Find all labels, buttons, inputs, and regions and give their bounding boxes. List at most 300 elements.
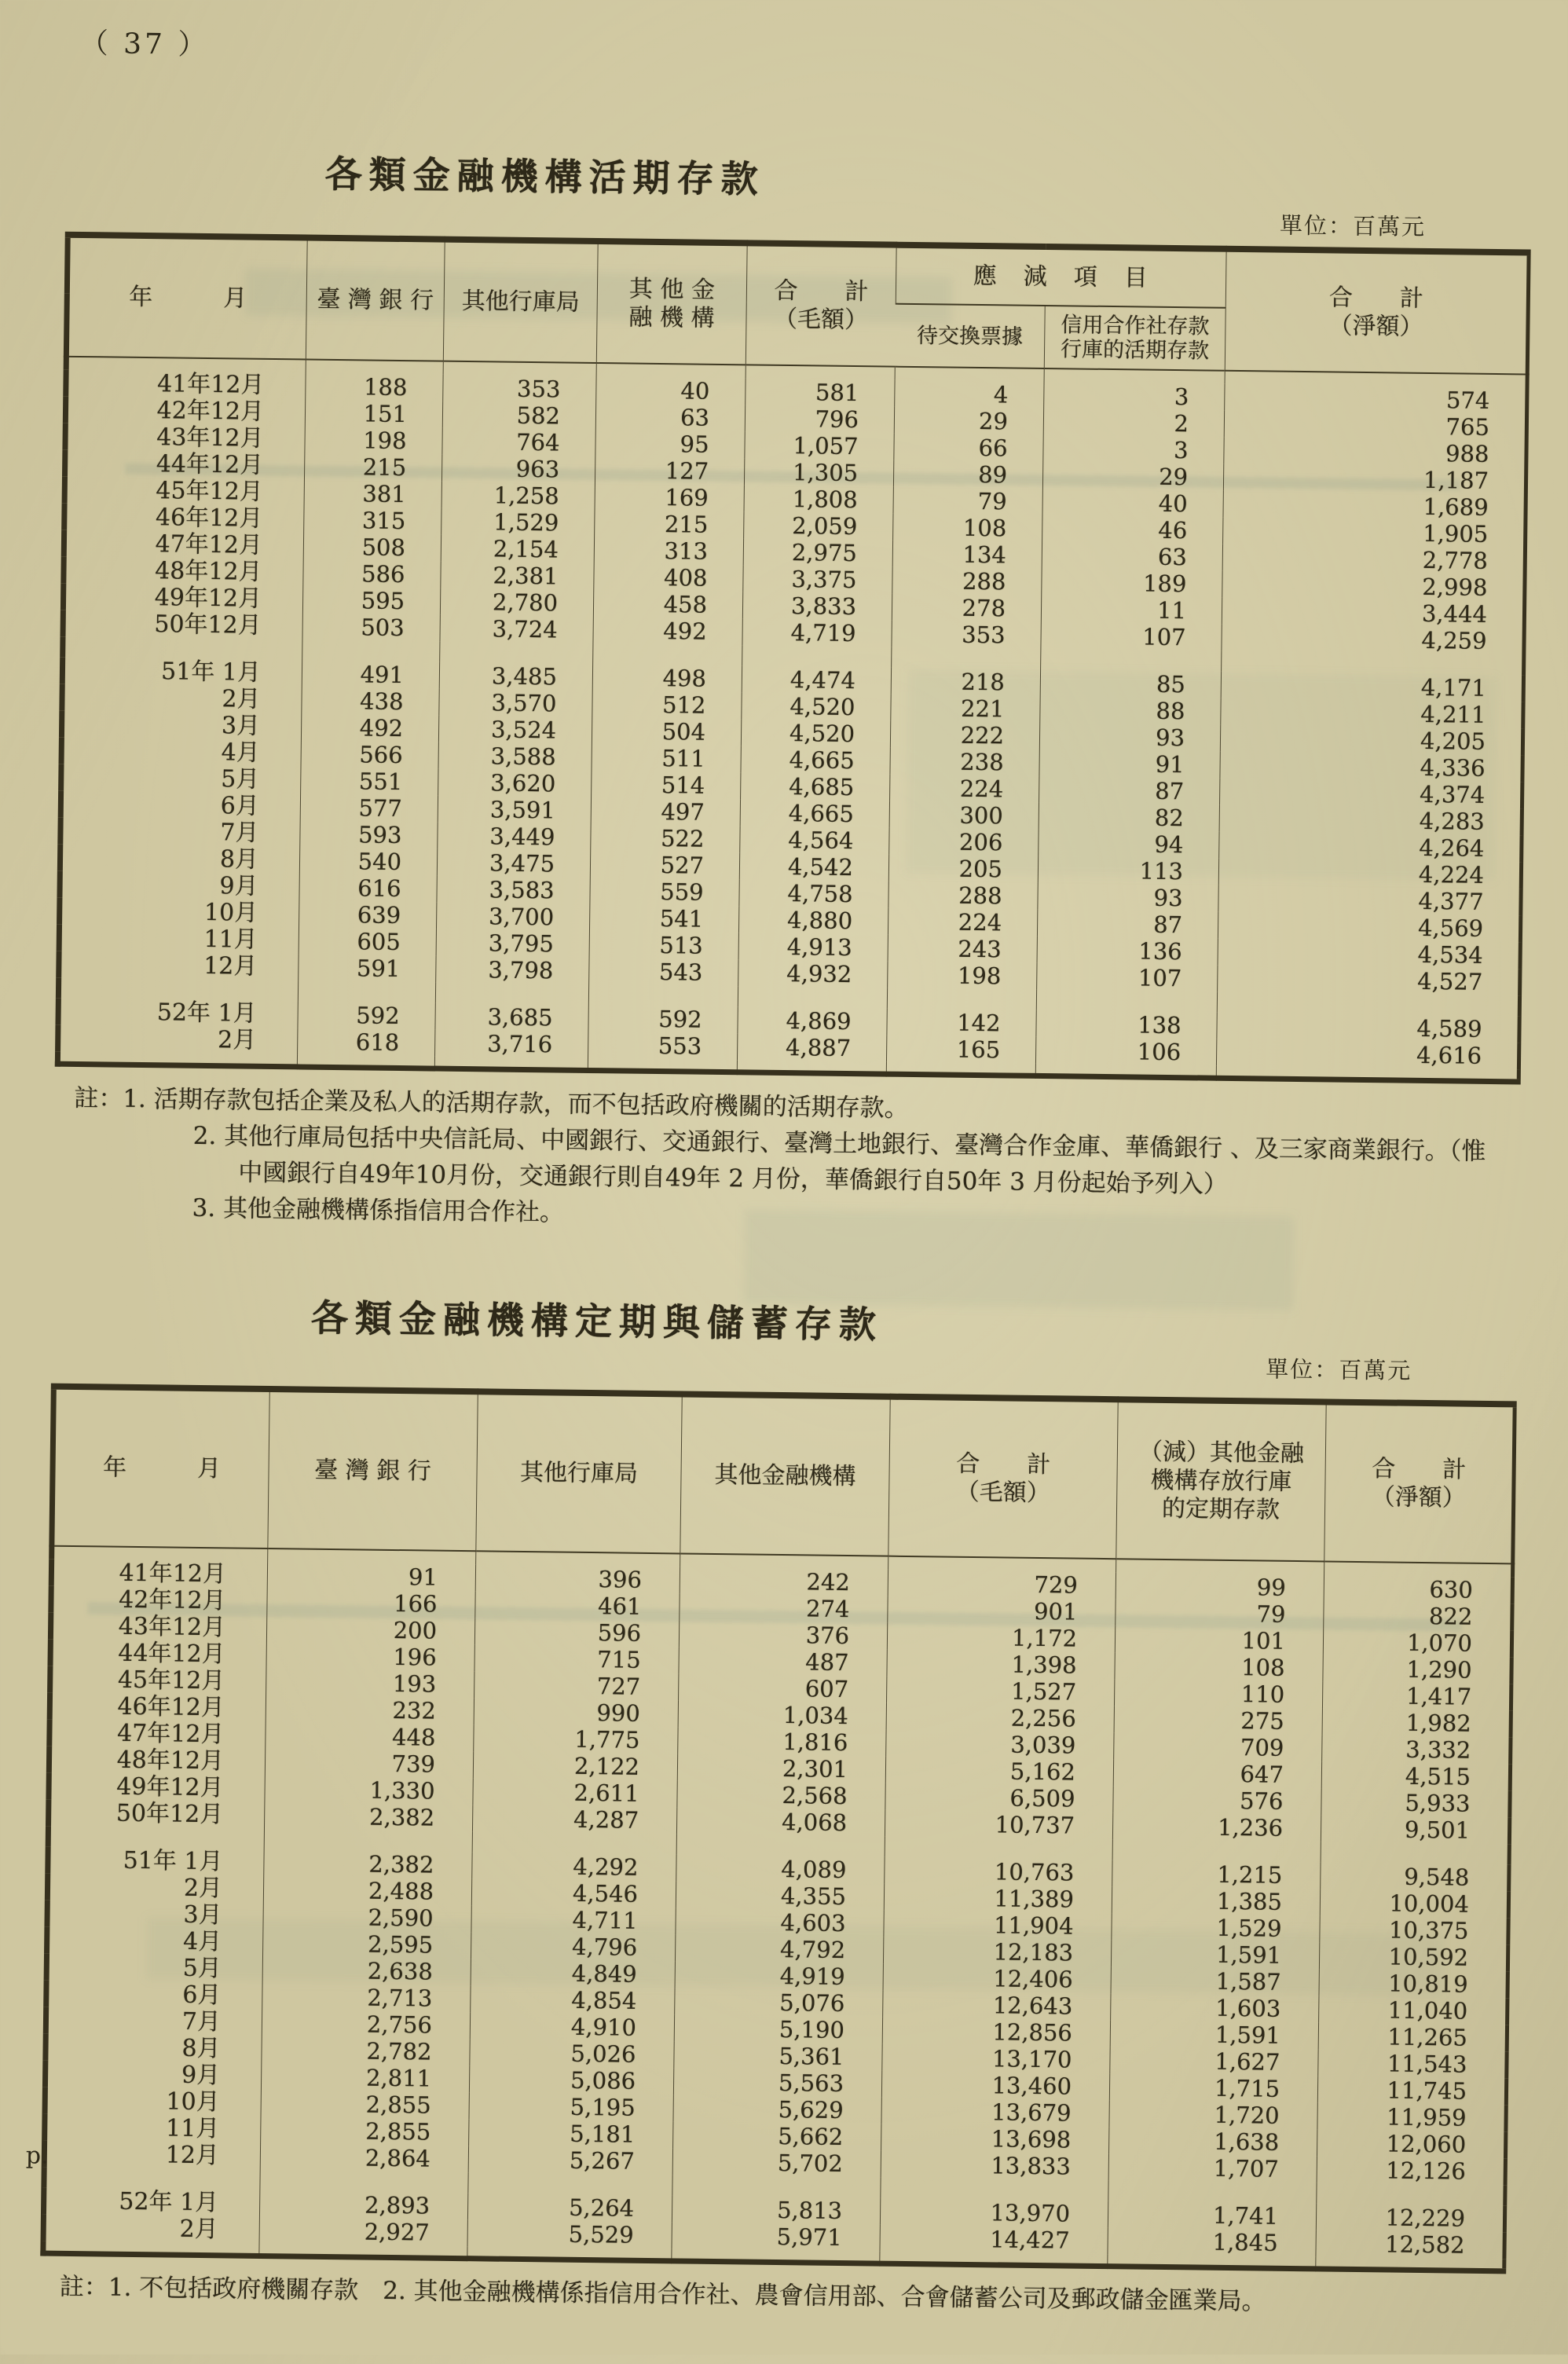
year-month-cell: 45年12月 (117, 1666, 225, 1695)
value-cell: 2,893 (259, 2190, 467, 2219)
value-cell: 491 (302, 660, 439, 688)
value-cell: 12,582 (1316, 2230, 1504, 2259)
year-month-cell: 43年12月 (118, 1612, 226, 1642)
year-month-cell: 7月 (181, 2007, 222, 2036)
value-cell: 765 (1224, 411, 1526, 442)
demand-deposits-table (55, 232, 1531, 1085)
value-cell: 288 (888, 881, 1038, 910)
value-cell: 353 (443, 375, 596, 403)
year-month-cell: 9月 (219, 872, 258, 900)
col-less-time-deposits-of-other-fin: （減）其他金融 機構存放行庫 的定期存款 (1116, 1399, 1326, 1561)
value-cell: 461 (475, 1591, 680, 1620)
value-cell: 142 (887, 1009, 1036, 1037)
value-cell: 5,361 (674, 2041, 882, 2070)
year-month-cell: 11月 (203, 925, 258, 954)
margin-mark: p. (25, 2142, 49, 2170)
value-cell: 3,716 (435, 1030, 588, 1058)
value-cell: 5,267 (468, 2146, 672, 2175)
value-cell: 5,086 (469, 2065, 673, 2095)
value-cell: 2,855 (261, 2090, 469, 2119)
value-cell: 11 (1041, 596, 1222, 625)
value-cell: 79 (1116, 1599, 1324, 1628)
value-cell: 5,026 (470, 2039, 674, 2068)
value-cell: 3,588 (438, 742, 592, 771)
value-cell: 553 (588, 1032, 738, 1060)
value-cell: 4,758 (739, 879, 888, 907)
value-cell: 5,190 (674, 2014, 882, 2043)
value-cell: 66 (894, 434, 1043, 462)
value-cell: 739 (265, 1749, 473, 1778)
table1-title: 各類金融機構活期存款 (324, 152, 766, 202)
col-deduction-items-group: 應 減 項 目 (896, 245, 1226, 308)
value-cell: 592 (298, 1001, 435, 1029)
value-cell: 88 (1040, 696, 1221, 725)
value-cell: 514 (592, 771, 741, 799)
year-month-cell: 46年12月 (117, 1692, 225, 1722)
note-line: 註：1. 不包括政府機關存款 2. 其他金融機構係指信用合作社、農會信用部、合會儲蓄公司及郵政儲金匯業局。 (59, 2272, 1266, 2316)
value-cell: 1,187 (1223, 464, 1526, 495)
value-cell: 206 (889, 828, 1039, 856)
value-cell: 1,258 (441, 482, 595, 510)
value-cell: 14,427 (880, 2225, 1108, 2255)
time-savings-deposits-table (40, 1384, 1516, 2274)
value-cell: 458 (593, 590, 742, 618)
year-month-cell: 49年12月 (154, 584, 262, 613)
note-line: 註：1. 活期存款包括企業及私人的活期存款，而不包括政府機關的活期存款。 (74, 1083, 909, 1123)
value-cell: 215 (304, 453, 441, 481)
value-cell: 559 (590, 878, 739, 906)
value-cell: 13,970 (880, 2198, 1108, 2228)
value-cell: 4,880 (738, 906, 888, 934)
year-month-cell: 12月 (165, 2141, 220, 2170)
value-cell: 3,795 (436, 929, 589, 958)
value-cell: 107 (1037, 963, 1218, 992)
table1-unit-label: 單位：百萬元 (1279, 211, 1427, 240)
value-cell: 196 (266, 1642, 474, 1671)
value-cell: 1,330 (265, 1776, 473, 1805)
col-net-total: 合 計 （淨額） (1324, 1402, 1515, 1563)
value-cell: 315 (304, 506, 441, 534)
value-cell: 596 (474, 1618, 679, 1647)
value-cell: 12,229 (1316, 2203, 1504, 2232)
value-cell: 4,887 (737, 1033, 886, 1061)
value-cell: 198 (888, 962, 1037, 990)
value-cell: 1,741 (1108, 2201, 1316, 2230)
value-cell: 11,904 (884, 1911, 1112, 1941)
value-cell: 3,444 (1222, 598, 1524, 629)
value-cell: 4,515 (1321, 1761, 1510, 1790)
time-savings-table-body (43, 1546, 1513, 2271)
value-cell: 13,679 (881, 2098, 1109, 2128)
value-cell: 4,355 (676, 1881, 884, 1910)
value-cell: 591 (299, 954, 436, 982)
value-cell: 232 (266, 1695, 474, 1724)
value-cell: 511 (592, 744, 741, 772)
value-cell: 11,389 (884, 1884, 1112, 1914)
value-cell: 2,713 (262, 1983, 471, 2012)
value-cell: 4,792 (675, 1934, 883, 1963)
year-month-cell: 3月 (183, 1900, 222, 1930)
value-cell: 3,475 (437, 849, 590, 878)
year-month-cell: 2月 (179, 2215, 218, 2244)
year-month-cell: 12月 (203, 951, 258, 980)
value-cell: 593 (300, 820, 438, 848)
year-month-cell: 52年 1月 (119, 2187, 219, 2217)
value-cell: 4,869 (738, 1006, 887, 1035)
value-cell: 595 (302, 586, 440, 614)
value-cell: 3,685 (435, 1003, 588, 1032)
value-cell: 1,638 (1109, 2127, 1317, 2156)
value-cell: 63 (595, 403, 745, 431)
value-cell: 1,305 (744, 458, 893, 486)
value-cell: 2,382 (264, 1849, 472, 1878)
value-cell: 107 (1041, 622, 1222, 651)
value-cell: 5,195 (469, 2092, 673, 2121)
value-cell: 3 (1044, 382, 1225, 411)
value-cell: 189 (1042, 569, 1222, 598)
value-cell: 87 (1037, 910, 1218, 939)
value-cell: 12,126 (1317, 2156, 1505, 2185)
value-cell: 1,529 (441, 508, 595, 537)
value-cell: 988 (1224, 438, 1526, 468)
value-cell: 288 (892, 567, 1042, 596)
value-cell: 2,782 (262, 2036, 470, 2065)
value-cell: 5,662 (673, 2121, 881, 2150)
value-cell: 3,039 (886, 1730, 1114, 1760)
value-cell: 497 (591, 797, 740, 826)
value-cell: 5,813 (672, 2195, 880, 2224)
value-cell: 2,975 (743, 538, 892, 566)
value-cell: 4,224 (1218, 859, 1521, 889)
value-cell: 12,183 (883, 1937, 1111, 1967)
value-cell: 576 (1113, 1786, 1321, 1815)
value-cell: 1,172 (887, 1623, 1115, 1653)
value-cell: 1,034 (678, 1700, 886, 1729)
value-cell: 2,998 (1222, 571, 1525, 602)
value-cell: 2,488 (263, 1876, 471, 1905)
value-cell: 4,264 (1219, 832, 1522, 863)
value-cell: 224 (888, 908, 1037, 936)
year-month-cell: 44年12月 (118, 1639, 225, 1669)
value-cell: 4,932 (738, 959, 888, 988)
value-cell: 10,737 (885, 1810, 1112, 1840)
value-cell: 46 (1042, 515, 1223, 544)
value-cell: 1,808 (744, 485, 893, 513)
value-cell: 40 (1042, 489, 1223, 518)
value-cell: 729 (888, 1570, 1116, 1600)
value-cell: 1,845 (1108, 2227, 1316, 2256)
year-month-cell: 42年12月 (156, 397, 265, 426)
value-cell: 1,816 (678, 1727, 886, 1756)
value-cell: 3 (1043, 435, 1224, 464)
col-credit-coop-deposits-in-banks: 信用合作社存款 行庫的活期存款 (1044, 306, 1225, 371)
value-cell: 5,971 (672, 2222, 880, 2251)
table2-title: 各類金融機構定期與儲蓄存款 (310, 1296, 884, 1347)
value-cell: 4,546 (471, 1878, 676, 1908)
value-cell: 1,070 (1323, 1628, 1511, 1657)
value-cell: 4,589 (1217, 1013, 1519, 1043)
value-cell: 581 (746, 378, 895, 406)
value-cell: 4,287 (472, 1805, 676, 1834)
table1-notes (72, 1080, 1496, 1242)
year-month-cell: 10月 (203, 898, 258, 927)
year-month-cell: 2月 (222, 685, 261, 713)
value-cell: 127 (595, 456, 744, 485)
value-cell: 1,527 (887, 1677, 1115, 1706)
value-cell: 4,520 (742, 692, 891, 720)
value-cell: 4,854 (471, 1985, 675, 2014)
value-cell: 93 (1039, 723, 1220, 752)
value-cell: 630 (1324, 1574, 1512, 1603)
value-cell: 5,264 (467, 2193, 672, 2222)
value-cell: 2,638 (262, 1956, 471, 1985)
value-cell: 1,417 (1322, 1681, 1511, 1710)
value-cell: 169 (595, 483, 744, 511)
value-cell: 10,763 (885, 1857, 1112, 1887)
value-cell: 2,382 (264, 1802, 472, 1831)
value-cell: 3,449 (438, 823, 591, 851)
value-cell: 574 (1225, 384, 1527, 415)
value-cell: 218 (891, 668, 1040, 696)
value-cell: 2,756 (262, 2010, 470, 2039)
value-cell: 498 (592, 664, 742, 692)
value-cell: 408 (594, 563, 743, 592)
value-cell: 796 (745, 405, 894, 433)
value-cell: 503 (302, 613, 440, 641)
year-month-cell: 41年12月 (119, 1559, 227, 1589)
demand-deposits-table-body (57, 357, 1527, 1082)
value-cell: 106 (1035, 1037, 1216, 1066)
value-cell: 3,332 (1322, 1735, 1511, 1764)
col-other-banks: 其他行庫局 (443, 240, 598, 363)
value-cell: 4,796 (471, 1932, 675, 1961)
value-cell: 136 (1037, 936, 1218, 966)
year-month-cell: 4月 (221, 739, 260, 767)
year-month-cell: 47年12月 (116, 1719, 225, 1749)
value-cell: 13,698 (881, 2124, 1109, 2154)
value-cell: 3,591 (438, 796, 591, 824)
value-cell: 2,381 (441, 562, 594, 590)
value-cell: 2,855 (261, 2117, 469, 2146)
value-cell: 13,460 (881, 2071, 1109, 2101)
value-cell: 1,587 (1111, 1966, 1319, 1996)
value-cell: 11,265 (1318, 2022, 1507, 2051)
value-cell: 543 (589, 958, 738, 986)
value-cell: 4,292 (472, 1852, 676, 1881)
value-cell: 165 (886, 1035, 1035, 1064)
value-cell: 205 (888, 855, 1038, 883)
col-year-month: 年 月 (52, 1387, 269, 1549)
value-cell: 5,629 (673, 2095, 881, 2124)
value-cell: 647 (1113, 1759, 1321, 1788)
value-cell: 963 (441, 455, 595, 483)
value-cell: 4,211 (1221, 698, 1523, 729)
value-cell: 93 (1038, 883, 1218, 912)
value-cell: 2,780 (440, 588, 593, 617)
value-cell: 166 (267, 1589, 475, 1618)
value-cell: 541 (589, 904, 738, 933)
value-cell: 224 (890, 775, 1039, 803)
value-cell: 1,398 (887, 1650, 1115, 1680)
year-month-cell: 8月 (219, 845, 259, 874)
value-cell: 4,377 (1218, 885, 1521, 916)
year-month-cell: 9月 (181, 2061, 221, 2090)
value-cell: 4,919 (675, 1961, 883, 1990)
value-cell: 448 (266, 1722, 474, 1751)
page-number: （ 37 ） (79, 27, 210, 61)
value-cell: 108 (1115, 1652, 1323, 1681)
value-cell: 4,719 (742, 618, 892, 647)
value-cell: 9,501 (1321, 1815, 1509, 1844)
value-cell: 616 (299, 874, 437, 902)
value-cell: 91 (267, 1562, 475, 1591)
value-cell: 4,542 (739, 852, 888, 881)
year-month-cell: 46年12月 (155, 504, 263, 533)
year-month-cell: 42年12月 (118, 1585, 226, 1615)
year-month-cell: 51年 1月 (160, 658, 262, 687)
value-cell: 2,154 (441, 535, 594, 563)
value-cell: 238 (890, 748, 1039, 776)
value-cell: 1,627 (1110, 2047, 1318, 2076)
value-cell: 1,720 (1109, 2100, 1317, 2129)
value-cell: 110 (1114, 1679, 1322, 1708)
value-cell: 4,374 (1219, 779, 1522, 809)
value-cell: 94 (1039, 830, 1219, 859)
value-cell: 108 (893, 514, 1042, 542)
year-month-cell: 8月 (181, 2034, 221, 2063)
value-cell: 9,548 (1321, 1862, 1509, 1891)
year-month-cell: 5月 (220, 765, 260, 793)
value-cell: 11,040 (1319, 1996, 1508, 2025)
col-other-financial-institutions: 其他金融機構 (680, 1394, 890, 1556)
year-month-cell: 3月 (221, 712, 261, 740)
value-cell: 1,905 (1223, 518, 1526, 548)
value-cell: 5,529 (467, 2219, 672, 2249)
value-cell: 313 (594, 537, 743, 565)
value-cell: 10,375 (1320, 1915, 1508, 1944)
value-cell: 91 (1039, 750, 1220, 779)
value-cell: 193 (266, 1669, 474, 1698)
value-cell: 3,524 (438, 716, 592, 744)
year-month-cell: 43年12月 (156, 423, 264, 453)
value-cell: 12,643 (883, 1991, 1111, 2021)
value-cell: 2,122 (473, 1751, 677, 1780)
value-cell: 2 (1043, 409, 1224, 438)
note-line: 2. 其他行庫局包括中央信託局、中國銀行、交通銀行、臺灣土地銀行、臺灣合作金庫、華僑銀行 、及三家商業銀行。（惟中國銀行自49年10月份，交通銀行則自49年 2 月份，華僑銀行自50年 3 月份起始予列入） (192, 1121, 1486, 1199)
value-cell: 2,595 (263, 1930, 471, 1959)
value-cell: 2,927 (259, 2217, 467, 2246)
year-month-cell: 52年 1月 (156, 999, 257, 1028)
value-cell: 4,665 (741, 746, 890, 774)
value-cell: 3,375 (743, 565, 892, 593)
value-cell: 87 (1039, 776, 1220, 805)
value-cell: 4,259 (1222, 625, 1524, 655)
col-year-month: 年 月 (66, 235, 307, 360)
value-cell: 6,509 (885, 1783, 1113, 1813)
year-month-cell: 4月 (182, 1927, 222, 1956)
value-cell: 4 (895, 380, 1044, 409)
value-cell: 4,913 (738, 933, 888, 961)
col-taiwan-bank: 臺 灣 銀 行 (268, 1389, 478, 1551)
col-other-banks: 其他行庫局 (476, 1391, 682, 1553)
value-cell: 151 (305, 399, 442, 427)
year-month-cell: 10月 (166, 2087, 220, 2117)
col-net-total: 合 計 （淨額） (1225, 249, 1529, 375)
value-cell: 10,592 (1319, 1942, 1508, 1971)
year-month-cell: 47年12月 (155, 530, 263, 559)
value-cell: 618 (298, 1028, 435, 1056)
value-cell: 4,849 (471, 1959, 675, 1988)
value-cell: 63 (1042, 542, 1222, 571)
time-savings-table-header (52, 1387, 1515, 1564)
value-cell: 40 (596, 376, 746, 405)
year-month-cell: 2月 (183, 1874, 223, 1903)
year-month-cell: 51年 1月 (123, 1846, 223, 1876)
value-cell: 1,591 (1110, 2020, 1318, 2049)
value-cell: 577 (300, 793, 438, 822)
value-cell: 2,059 (744, 511, 893, 540)
col-gross-total: 合 計 （毛額） (746, 243, 896, 366)
value-cell: 1,689 (1223, 491, 1526, 522)
value-cell: 551 (301, 767, 438, 795)
table2-unit-label: 單位：百萬元 (1266, 1355, 1412, 1384)
value-cell: 492 (593, 617, 742, 645)
value-cell: 12,060 (1317, 2129, 1505, 2158)
value-cell: 508 (303, 533, 441, 561)
value-cell: 4,616 (1216, 1039, 1519, 1070)
value-cell: 4,534 (1218, 939, 1520, 969)
year-month-cell: 41年12月 (156, 370, 265, 399)
value-cell: 4,569 (1218, 912, 1520, 943)
value-cell: 4,685 (741, 772, 890, 801)
year-month-cell: 44年12月 (156, 450, 264, 479)
value-cell: 512 (592, 691, 742, 719)
value-cell: 13,170 (882, 2044, 1110, 2074)
year-month-cell: 11月 (165, 2114, 220, 2143)
value-cell: 4,474 (742, 665, 891, 694)
value-cell: 1,236 (1112, 1812, 1321, 1842)
value-cell: 1,215 (1112, 1860, 1321, 1889)
value-cell: 1,057 (745, 431, 894, 460)
value-cell: 4,665 (740, 799, 889, 827)
value-cell: 764 (442, 428, 595, 456)
year-month-cell: 6月 (182, 1981, 222, 2010)
value-cell: 2,811 (261, 2063, 469, 2092)
value-cell: 1,715 (1109, 2073, 1317, 2102)
value-cell: 1,529 (1112, 1913, 1320, 1942)
value-cell: 582 (442, 401, 595, 430)
value-cell: 3,570 (439, 689, 592, 717)
value-cell: 5,933 (1321, 1788, 1510, 1817)
value-cell: 1,603 (1111, 1993, 1319, 2022)
value-cell: 113 (1038, 856, 1218, 885)
value-cell: 527 (590, 851, 739, 879)
value-cell: 487 (679, 1647, 887, 1676)
value-cell: 29 (1042, 462, 1223, 491)
value-cell: 822 (1324, 1601, 1512, 1630)
value-cell: 4,603 (676, 1908, 884, 1937)
demand-deposits-table-header (66, 235, 1529, 375)
year-month-cell: 48年12月 (116, 1746, 225, 1776)
value-cell: 990 (474, 1698, 678, 1727)
value-cell: 4,089 (676, 1854, 885, 1883)
value-cell: 275 (1114, 1706, 1322, 1735)
value-cell: 85 (1040, 669, 1221, 698)
value-cell: 300 (889, 801, 1039, 830)
value-cell: 3,620 (438, 769, 592, 797)
value-cell: 221 (891, 695, 1040, 723)
value-cell: 4,283 (1219, 805, 1522, 836)
